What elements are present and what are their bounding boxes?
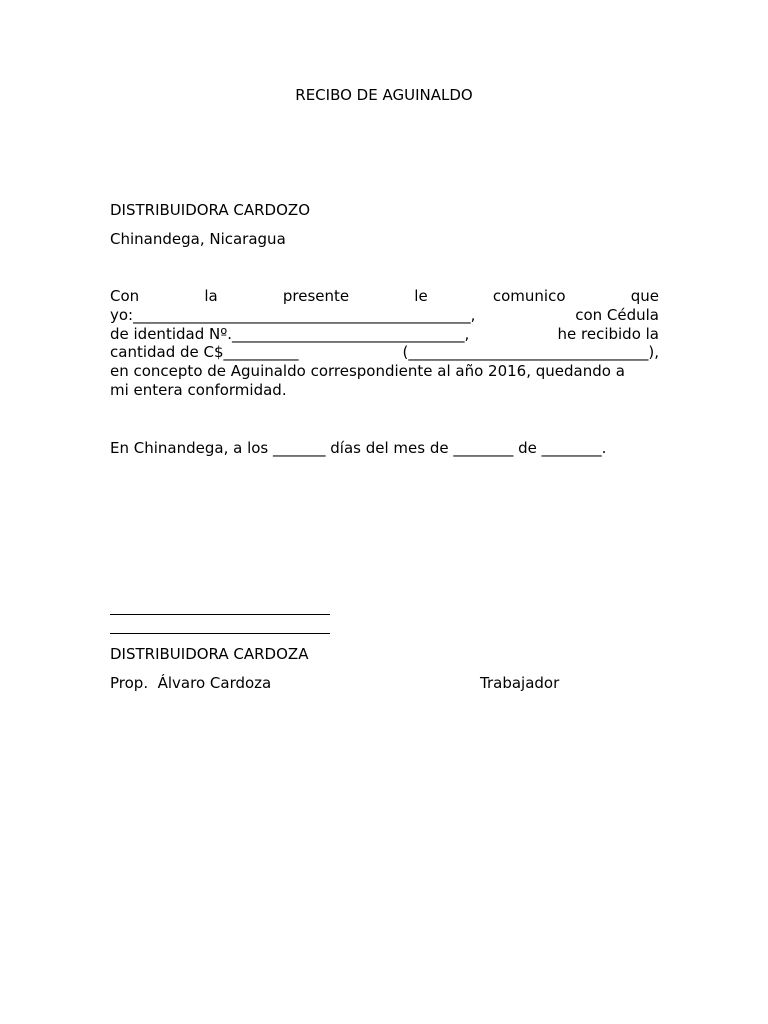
- body-line-2: [110, 306, 659, 325]
- signature-line: [110, 633, 330, 634]
- body-line-3: [110, 325, 659, 344]
- receipt-body: [110, 287, 659, 400]
- body-word: que: [630, 287, 659, 305]
- body-text: con Cédula: [575, 305, 659, 324]
- name-blank: yo:_____________________________________________,: [110, 305, 476, 324]
- signature-line: [110, 614, 330, 615]
- signature-worker: Trabajador: [480, 674, 560, 692]
- body-word: Con: [110, 287, 140, 305]
- body-line-4: [110, 343, 659, 362]
- body-word: le: [414, 287, 428, 305]
- body-text: he recibido la: [557, 324, 659, 343]
- amount-blank: cantidad de C$__________: [110, 343, 299, 362]
- body-line-5: en concepto de Aguinaldo correspondiente al año 2016, quedando a: [110, 362, 625, 381]
- body-line-6: mi entera conformidad.: [110, 380, 287, 399]
- body-line-1: [110, 287, 659, 306]
- date-line: En Chinandega, a los _______ días del mes de ________ de ________.: [110, 439, 607, 457]
- body-word: la: [204, 287, 218, 305]
- company-name: DISTRIBUIDORA CARDOZO: [110, 201, 310, 219]
- id-blank: de identidad Nº._______________________________,: [110, 324, 470, 343]
- body-word: presente: [282, 287, 350, 305]
- signature-company: DISTRIBUIDORA CARDOZA: [110, 645, 309, 663]
- body-word: comunico: [492, 287, 566, 305]
- amount-words-blank: (________________________________),: [402, 343, 659, 362]
- company-location: Chinandega, Nicaragua: [110, 230, 286, 248]
- signature-owner: Prop. Álvaro Cardoza: [110, 674, 272, 692]
- document-title: RECIBO DE AGUINALDO: [295, 86, 473, 104]
